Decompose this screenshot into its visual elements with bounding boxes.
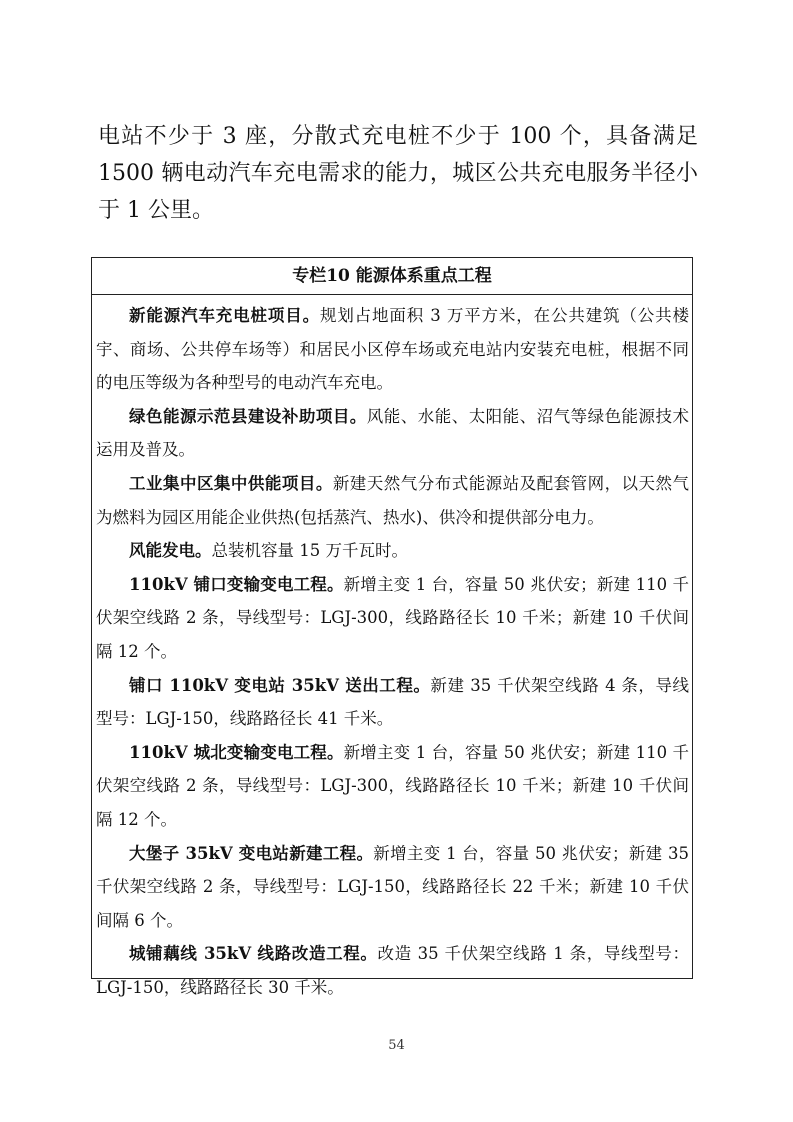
project-item (96, 837, 689, 938)
project-title: 风能发电。 (129, 541, 212, 561)
project-text: 新增主变 1 台，容量 50 兆伏安；新建 35 千伏架空线路 2 条，导线型号：LGJ-150，线路路径长 22 千米；新建 10 千伏间隔 6 个。 (96, 843, 690, 930)
project-text: 改造 35 千伏架空线路 1 条，导线型号：LGJ-150，线路路径长 30 千米。 (96, 944, 689, 997)
project-title: 绿色能源示范县建设补助项目。 (129, 406, 367, 426)
project-text: 新建天然气分布式能源站及配套管网，以天然气为燃料为园区用能企业供热(包括蒸汽、热水)、供冷和提供部分电力。 (96, 473, 689, 527)
project-text: 新增主变 1 台，容量 50 兆伏安；新建 110 千伏架空线路 2 条，导线型号：LGJ-300，线路路径长 10 千米；新建 10 千伏间隔 12 个。 (96, 742, 689, 829)
project-title: 新能源汽车充电桩项目。 (129, 306, 320, 325)
project-text: 总装机容量 15 万千瓦时。 (211, 541, 408, 561)
project-item (96, 467, 689, 534)
feature-box-title: 专栏10 能源体系重点工程 (92, 258, 692, 295)
project-item (96, 534, 689, 568)
project-title: 工业集中区集中供能项目。 (129, 473, 333, 493)
project-title: 110kV 城北变输变电工程。 (129, 742, 344, 762)
feature-box-body (92, 295, 692, 1004)
project-item (96, 736, 689, 837)
intro-paragraph (98, 118, 698, 229)
feature-box (91, 257, 693, 997)
project-title: 110kV 铺口变输变电工程。 (129, 574, 344, 594)
project-item (96, 299, 689, 400)
project-title: 城铺藕线 35kV 线路改造工程。 (129, 944, 378, 964)
project-text: 风能、水能、太阳能、沼气等绿色能源技术运用及普及。 (96, 406, 689, 460)
project-text: 新建 35 千伏架空线路 4 条，导线型号：LGJ-150，线路路径长 41 千米。 (96, 675, 689, 729)
project-text: 新增主变 1 台，容量 50 兆伏安；新建 110 千伏架空线路 2 条，导线型号：LGJ-300，线路路径长 10 千米；新建 10 千伏间隔 12 个。 (96, 574, 689, 661)
intro-text: 电站不少于 3 座，分散式充电桩不少于 100 个，具备满足 1500 辆电动汽车充电需求的能力，城区公共充电服务半径小于 1 公里。 (98, 124, 698, 223)
project-item (96, 568, 689, 669)
project-item (96, 669, 689, 736)
page-number: 54 (388, 1038, 405, 1053)
project-item (96, 400, 689, 467)
project-title: 铺口 110kV 变电站 35kV 送出工程。 (129, 675, 431, 695)
project-title: 大堡子 35kV 变电站新建工程。 (129, 843, 374, 863)
project-item (96, 937, 689, 1004)
project-text: 规划占地面积 3 万平方米，在公共建筑（公共楼宇、商场、公共停车场等）和居民小区停车场或充电站内安装充电桩，根据不同的电压等级为各种型号的电动汽车充电。 (96, 306, 689, 393)
